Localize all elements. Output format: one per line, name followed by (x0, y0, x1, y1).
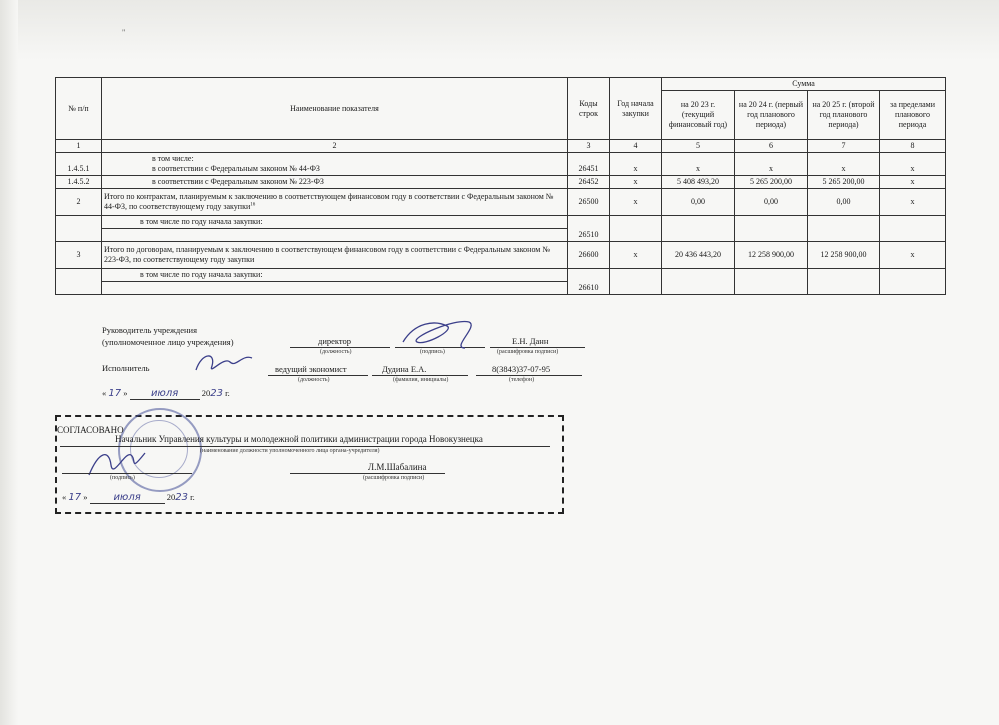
header-codes: Коды строк (568, 78, 610, 140)
row-code: 26451 (568, 153, 610, 176)
col-number: 4 (610, 140, 662, 153)
row-cell-empty (880, 216, 946, 242)
approval-name: Л.М.Шабалина (368, 462, 427, 472)
row-cell-empty (102, 282, 568, 295)
row-code: 26610 (568, 269, 610, 295)
caption-position: (должность) (298, 377, 330, 383)
approval-position: Начальник Управления культуры и молодежной политики администрации города Новокузнецка (115, 434, 483, 444)
row-cell-empty (662, 269, 735, 295)
row-name: Итого по договорам, планируемым к заключению в соответствующем финансовом году в соответствии с Федеральным законом № 223-ФЗ, по соответствующему году закупки (102, 242, 568, 269)
head-name: Е.Н. Данн (512, 336, 549, 346)
row-value-3: 0,00 (808, 189, 880, 216)
col-number: 6 (735, 140, 808, 153)
executor-label: Исполнитель (102, 363, 150, 373)
row-value-4: x (880, 189, 946, 216)
executor-phone: 8(3843)37-07-95 (492, 364, 551, 374)
row-cell-empty (662, 216, 735, 242)
approval-date-suffix: г. (190, 492, 195, 502)
caption-phone: (телефон) (509, 377, 535, 383)
header-beyond: за пределами планового периода (880, 91, 946, 140)
date-block: « 17 » июля 2023 г. (102, 388, 230, 399)
row-npp: 1.4.5.2 (56, 176, 102, 189)
approval-name-line (290, 473, 445, 474)
row-cell-empty (102, 229, 568, 242)
caption-position: (должность) (320, 349, 352, 355)
footnote-mark: 16 (250, 202, 256, 208)
row-name-text: Итого по контрактам, планируемым к заключению в соответствующем финансовом году в соответствии с Федеральным законом № 44-ФЗ, по соответствующему году закупки (104, 192, 554, 211)
approval-date-year-prefix: 20 (166, 492, 176, 502)
row-value-3: 12 258 900,00 (808, 242, 880, 269)
row-name (102, 189, 568, 216)
approval-caption-decode: (расшифровка подписи) (363, 475, 425, 481)
executor-name: Дудина Е.А. (382, 364, 427, 374)
row-npp-empty (56, 216, 102, 242)
header-year-start: Год начала закупки (610, 78, 662, 140)
date-day: 17 (108, 388, 122, 399)
header-year-3: на 20 25 г. (второй год планового периода) (808, 91, 880, 140)
row-year: x (610, 242, 662, 269)
row-name: в соответствии с Федеральным законом № 223-ФЗ (102, 176, 568, 189)
col-number: 3 (568, 140, 610, 153)
executor-phone-line (476, 375, 582, 376)
head-label-sub: (уполномоченное лицо учреждения) (102, 337, 234, 347)
row-cell-empty (808, 269, 880, 295)
row-value-4: x (880, 153, 946, 176)
row-npp-empty (56, 269, 102, 295)
head-signature-mark (395, 312, 485, 356)
date-year: 23 (210, 388, 223, 399)
date-month: июля (130, 388, 200, 400)
row-cell-empty (880, 269, 946, 295)
approval-position-caption: (наименование должности уполномоченного лица органа-учредителя) (200, 448, 380, 454)
caption-decode: (расшифровка подписи) (497, 349, 559, 355)
row-year: x (610, 153, 662, 176)
row-npp: 2 (56, 189, 102, 216)
table-row (56, 269, 946, 282)
scan-edge (0, 0, 18, 725)
row-year: x (610, 176, 662, 189)
date-suffix: г. (225, 388, 230, 398)
row-value-1: 5 408 493,20 (662, 176, 735, 189)
row-code: 26600 (568, 242, 610, 269)
row-year: x (610, 189, 662, 216)
caption-signature: (подпись) (420, 349, 445, 355)
row-code: 26500 (568, 189, 610, 216)
col-number: 5 (662, 140, 735, 153)
executor-signature-mark (190, 348, 260, 378)
row-value-4: x (880, 242, 946, 269)
executor-position: ведущий экономист (275, 364, 347, 374)
header-sum: Сумма (662, 78, 946, 91)
table-row (56, 189, 946, 216)
row-value-1: x (662, 153, 735, 176)
table-row (56, 216, 946, 229)
header-name: Наименование показателя (102, 78, 568, 140)
row-npp: 3 (56, 242, 102, 269)
head-name-line (490, 347, 585, 348)
procurement-table (55, 77, 946, 295)
executor-name-line (372, 375, 468, 376)
row-value-2: 12 258 900,00 (735, 242, 808, 269)
header-year-1: на 20 23 г. (текущий финансовый год) (662, 91, 735, 140)
table-header-row (56, 78, 946, 91)
header-npp: № п/п (56, 78, 102, 140)
row-cell-empty (610, 269, 662, 295)
row-cell-empty (735, 216, 808, 242)
table-row (56, 176, 946, 189)
approval-caption-signature: (подпись) (110, 475, 135, 481)
scan-shade (0, 0, 999, 60)
row-name-text: в соответствии с Федеральным законом № 44-ФЗ (152, 164, 320, 173)
row-value-1: 20 436 443,20 (662, 242, 735, 269)
column-numbers-row (56, 140, 946, 153)
table-row (56, 153, 946, 176)
row-value-3: x (808, 153, 880, 176)
row-value-4: x (880, 176, 946, 189)
row-name (102, 153, 568, 176)
row-cell-empty (735, 269, 808, 295)
row-value-3: 5 265 200,00 (808, 176, 880, 189)
approval-date-block: « 17 » июля 2023 г. (62, 492, 195, 503)
row-value-1: 0,00 (662, 189, 735, 216)
approval-date-year: 23 (175, 492, 188, 503)
row-name-prefix: в том числе: (152, 154, 194, 163)
table-row (56, 242, 946, 269)
row-value-2: x (735, 153, 808, 176)
row-value-2: 5 265 200,00 (735, 176, 808, 189)
executor-position-line (268, 375, 368, 376)
head-position-line (290, 347, 390, 348)
approval-date-month: июля (90, 492, 165, 504)
row-subtitle: в том числе по году начала закупки: (102, 216, 568, 229)
row-npp: 1.4.5.1 (56, 153, 102, 176)
row-code: 26452 (568, 176, 610, 189)
row-subtitle: в том числе по году начала закупки: (102, 269, 568, 282)
col-number: 7 (808, 140, 880, 153)
approval-date-day: 17 (68, 492, 82, 503)
row-cell-empty (610, 216, 662, 242)
head-position: директор (318, 336, 352, 346)
approval-title: СОГЛАСОВАНО (57, 425, 124, 435)
date-year-prefix: 20 (201, 388, 211, 398)
row-value-2: 0,00 (735, 189, 808, 216)
approval-signature-line (62, 473, 192, 474)
row-code: 26510 (568, 216, 610, 242)
row-cell-empty (808, 216, 880, 242)
head-label: Руководитель учреждения (102, 325, 198, 335)
header-year-2: на 20 24 г. (первый год планового периода) (735, 91, 808, 140)
col-number: 8 (880, 140, 946, 153)
scan-mark: " (122, 28, 126, 37)
caption-fio: (фамилия, инициалы) (393, 377, 449, 383)
col-number: 1 (56, 140, 102, 153)
col-number: 2 (102, 140, 568, 153)
